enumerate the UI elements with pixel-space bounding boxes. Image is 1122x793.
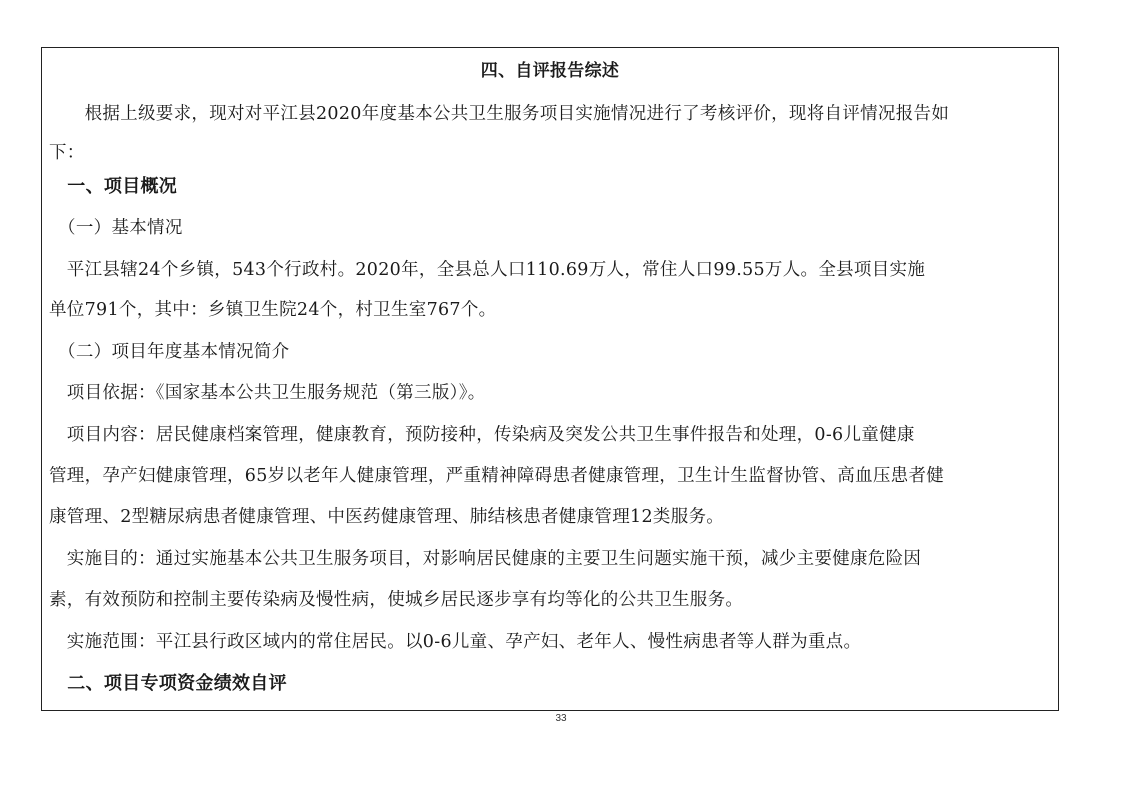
section-title: 四、自评报告综述 <box>480 61 620 81</box>
paragraph-line: 管理，孕产妇健康管理，65岁以老年人健康管理，严重精神障碍患者健康管理，卫生计生监督协管、高血压患者健 <box>49 466 945 486</box>
paragraph-line: 根据上级要求，现对对平江县2020年度基本公共卫生服务项目实施情况进行了考核评价，现将自评情况报告如 <box>49 104 950 124</box>
subheading-annual-summary: （二）项目年度基本情况简介 <box>49 342 290 362</box>
paragraph-line: 实施范围：平江县行政区域内的常住居民。以0-6儿童、孕产妇、老年人、慢性病患者等人群为重点。 <box>49 632 862 652</box>
heading-fund-evaluation: 二、项目专项资金绩效自评 <box>49 673 287 694</box>
paragraph-line: 下： <box>49 143 85 163</box>
paragraph-line: 实施目的：通过实施基本公共卫生服务项目，对影响居民健康的主要卫生问题实施干预，减少主要健康危险因 <box>49 549 922 569</box>
heading-project-overview: 一、项目概况 <box>49 176 178 197</box>
paragraph-line: 项目内容：居民健康档案管理，健康教育，预防接种，传染病及突发公共卫生事件报告和处理，0-6儿童健康 <box>49 425 915 445</box>
page-number: 33 <box>555 713 567 724</box>
paragraph-line: 素，有效预防和控制主要传染病及慢性病，使城乡居民逐步享有均等化的公共卫生服务。 <box>49 590 744 610</box>
paragraph-line: 平江县辖24个乡镇，543个行政村。2020年，全县总人口110.69万人，常住人口99.55万人。全县项目实施 <box>49 260 926 280</box>
paragraph-line: 项目依据：《国家基本公共卫生服务规范（第三版）》。 <box>49 383 486 403</box>
paragraph-line: 康管理、2型糖尿病患者健康管理、中医药健康管理、肺结核患者健康管理12类服务。 <box>49 507 725 527</box>
subheading-basic-info: （一）基本情况 <box>49 218 183 238</box>
paragraph-line: 单位791个，其中：乡镇卫生院24个，村卫生室767个。 <box>49 300 497 320</box>
